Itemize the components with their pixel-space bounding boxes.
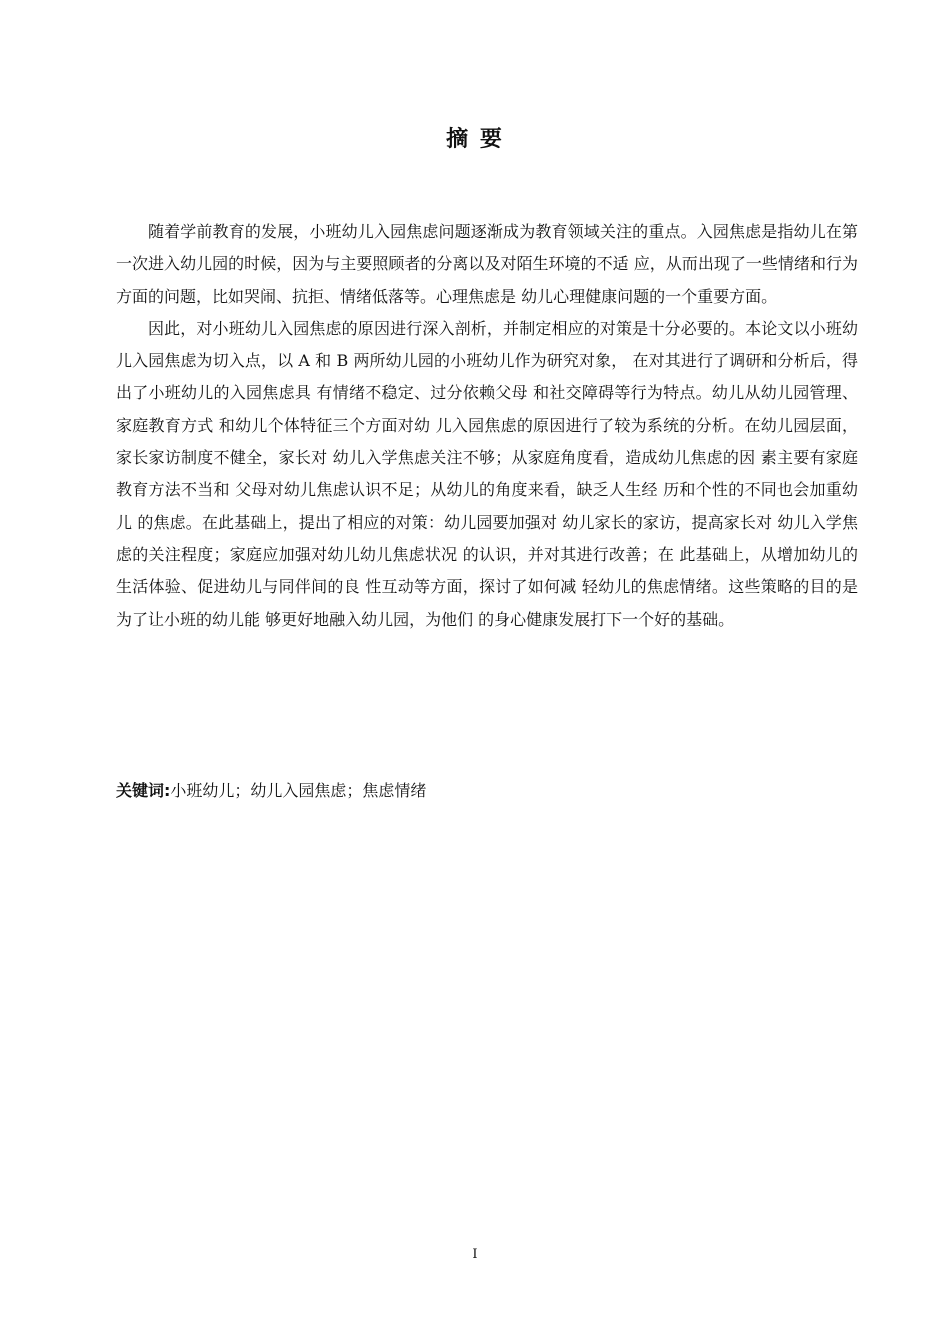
keywords-label: 关键词:: [116, 781, 171, 800]
abstract-body: [116, 216, 858, 636]
abstract-title: 摘 要: [446, 126, 504, 152]
keywords-value: 小班幼儿；幼儿入园焦虑；焦虑情绪: [170, 781, 427, 800]
page-number: I: [472, 1247, 478, 1262]
abstract-paragraph-2: 因此，对小班幼儿入园焦虑的原因进行深入剖析，并制定相应的对策是十分必要的。本论文以小班幼儿入园焦虑为切入点，以 A 和 B 两所幼儿园的小班幼儿作为研究对象， 在对其进行了调研和分析后，得出了小班幼儿的入园焦虑具 有情绪不稳定、过分依赖父母 和社交障碍等行为特点。幼儿从幼儿园管理、家庭教育方式 和幼儿个体特征三个方面对幼 儿入园焦虑的原因进行了较为系统的分析。在幼儿园层面，家长家访制度不健全，家长对 幼儿入学焦虑关注不够；从家庭角度看，造成幼儿焦虑的因 素主要有家庭教育方法不当和 父母对幼儿焦虑认识不足；从幼儿的角度来看，缺乏人生经 历和个性的不同也会加重幼儿 的焦虑。在此基础上，提出了相应的对策：幼儿园要加强对 幼儿家长的家访，提高家长对 幼儿入学焦虑的关注程度；家庭应加强对幼儿幼儿焦虑状况 的认识，并对其进行改善；在 此基础上，从增加幼儿的生活体验、促进幼儿与同伴间的良 性互动等方面，探讨了如何减 轻幼儿的焦虑情绪。这些策略的目的是为了让小班的幼儿能 够更好地融入幼儿园，为他们 的身心健康发展打下一个好的基础。: [116, 318, 858, 629]
keywords-line: [116, 777, 858, 805]
abstract-paragraph-1: 随着学前教育的发展，小班幼儿入园焦虑问题逐渐成为教育领域关注的重点。入园焦虑是指幼儿在第一次进入幼儿园的时候，因为与主要照顾者的分离以及对陌生环境的不适 应，从而出现了一些情绪和行为方面的问题，比如哭闹、抗拒、情绪低落等。心理焦虑是 幼儿心理健康问题的一个重要方面。: [116, 222, 858, 306]
